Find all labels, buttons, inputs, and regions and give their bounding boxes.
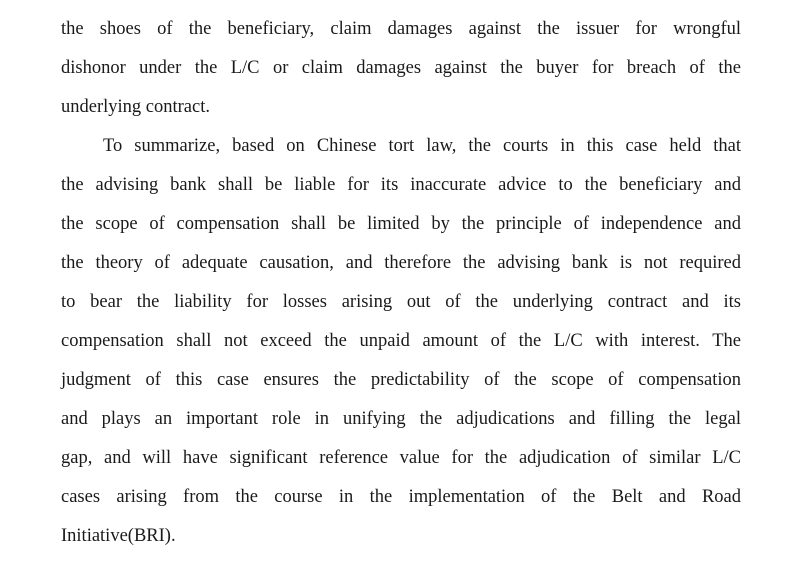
text-line: cases arising from the course in the implementation of the Belt and Road: [61, 487, 741, 507]
text-line: to bear the liability for losses arising out of the underlying contract and its: [61, 292, 741, 312]
text-line: the scope of compensation shall be limited by the principle of independence and: [61, 214, 741, 234]
paragraph-continuation: [61, 10, 741, 127]
text-line: the shoes of the beneficiary, claim damages against the issuer for wrongful: [61, 19, 741, 39]
document-page: [61, 10, 741, 556]
text-line: the advising bank shall be liable for its inaccurate advice to the beneficiary and: [61, 175, 741, 195]
text-line: judgment of this case ensures the predictability of the scope of compensation: [61, 370, 741, 390]
text-line: To summarize, based on Chinese tort law, the courts in this case held that: [103, 136, 741, 156]
text-line: underlying contract.: [61, 97, 210, 117]
text-line: the theory of adequate causation, and therefore the advising bank is not required: [61, 253, 741, 273]
paragraph-summary: [61, 127, 741, 556]
text-line: gap, and will have significant reference value for the adjudication of similar L/C: [61, 448, 741, 468]
text-line: dishonor under the L/C or claim damages against the buyer for breach of the: [61, 58, 741, 78]
text-line: and plays an important role in unifying the adjudications and filling the legal: [61, 409, 741, 429]
text-line: Initiative(BRI).: [61, 526, 176, 546]
text-line: compensation shall not exceed the unpaid amount of the L/C with interest. The: [61, 331, 741, 351]
